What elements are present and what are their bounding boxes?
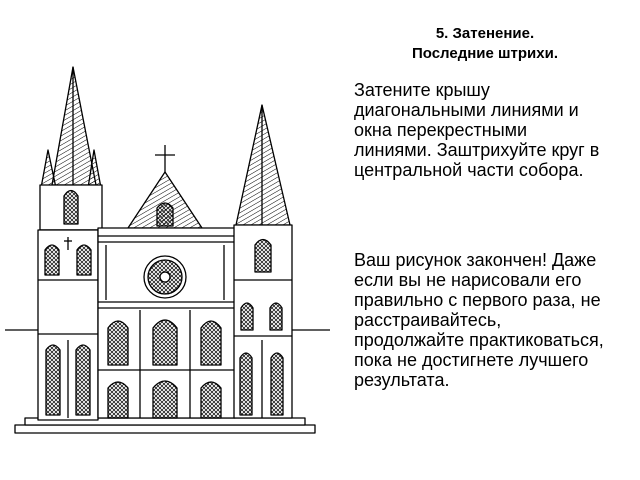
right-tower [234,105,292,418]
cathedral-drawing [0,60,340,450]
encouragement-paragraph: Ваш рисунок закончен! Даже если вы не нарисовали его правильно с первого раза, не расстраивайтесь, продолжайте практиковаться, пока не достигнете лучшего результата. [354,250,604,390]
left-tower [38,67,102,420]
slide-title [380,24,590,64]
instruction-paragraph: Затените крышу диагональными линиями и окна перекрестными линиями. Заштрихуйте круг в центральной части собора. [354,80,600,180]
slide-title-line-1: 5. Затенение. [435,25,535,42]
central-nave [98,145,235,418]
slide-title-line-2: Последние штрихи. [411,45,559,62]
